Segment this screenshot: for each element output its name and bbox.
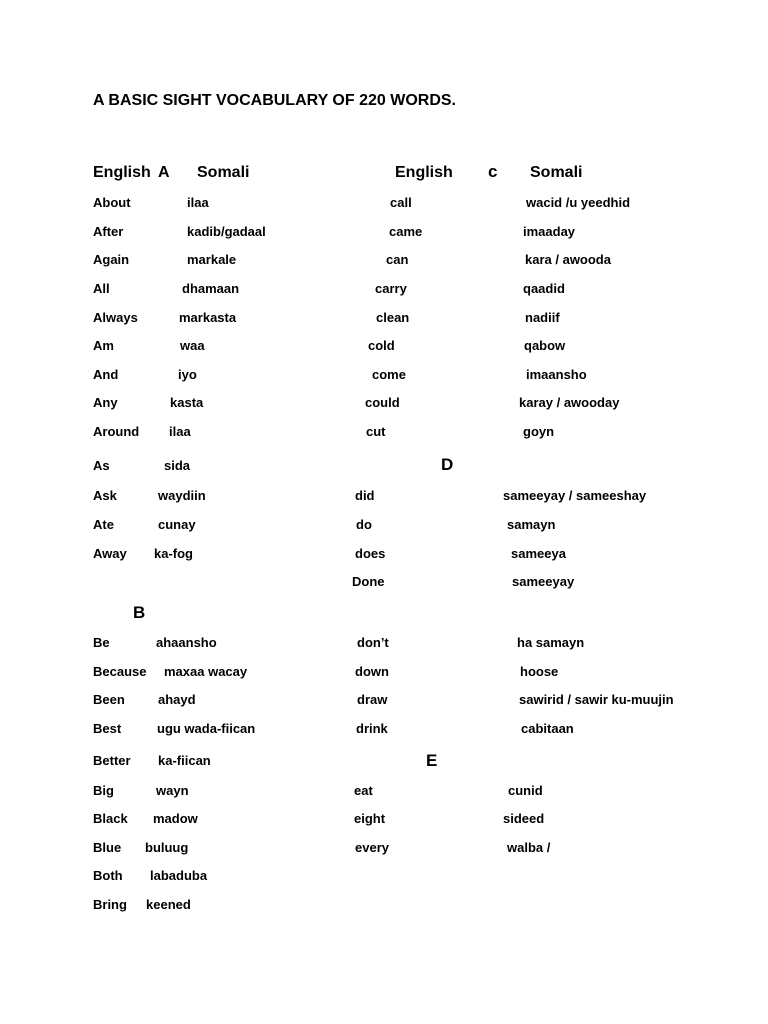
somali-word: nadiif [525,310,560,325]
somali-word: cunay [158,517,196,532]
section-letter-d: D [441,455,454,474]
somali-word: karay / awooday [519,395,620,410]
english-word: Be [93,635,110,650]
english-word: Am [93,338,114,353]
english-word: eight [354,811,386,826]
somali-word: iyo [178,367,197,382]
english-word: As [93,458,110,473]
header-left-english: English [93,164,151,181]
somali-word: sida [164,458,191,473]
somali-word: qaadid [523,281,565,296]
english-word: do [356,517,372,532]
header-letter-c: c [488,162,498,181]
english-word: did [355,488,375,503]
header-left-somali: Somali [197,164,250,181]
english-word: clean [376,310,410,325]
section-letter-b: B [133,603,146,622]
header-right-somali: Somali [530,164,583,181]
somali-word: imaaday [523,224,576,239]
somali-word: madow [153,811,198,826]
header-right-english: English [395,164,453,181]
somali-word: hoose [520,664,559,679]
page-title: A BASIC SIGHT VOCABULARY OF 220 WORDS. [93,92,456,109]
somali-word: imaansho [526,367,587,382]
somali-word: dhamaan [182,281,240,296]
somali-word: kadib/gadaal [187,224,266,239]
english-word: Ate [93,517,114,532]
header-letter-a: A [158,164,170,181]
somali-word: ka-fiican [158,753,211,768]
somali-word: ha samayn [517,635,585,650]
english-word: Blue [93,840,122,855]
english-word: could [365,395,400,410]
english-word: Big [93,783,114,798]
english-word: About [93,195,131,210]
english-word: All [93,281,110,296]
somali-word: ilaa [169,424,191,439]
somali-word: cabitaan [521,721,574,736]
somali-word: samayn [507,517,556,532]
english-word: came [389,224,423,239]
somali-word: cunid [508,783,543,798]
english-word: Any [93,395,118,410]
somali-word: ahayd [158,692,196,707]
english-word: And [93,367,119,382]
somali-word: kasta [170,395,204,410]
somali-word: keened [146,897,191,912]
english-word: Both [93,868,123,883]
somali-word: ka-fog [154,546,193,561]
english-word: Black [93,811,128,826]
section-letter-e: E [426,751,438,770]
english-word: Because [93,664,147,679]
english-word: eat [354,783,373,798]
english-word: Been [93,692,125,707]
somali-word: labaduba [150,868,208,883]
english-word: cold [368,338,395,353]
english-word: every [355,840,389,855]
english-word: Always [93,310,138,325]
somali-word: markasta [179,310,237,325]
english-word: Bring [93,897,127,912]
english-word: Ask [93,488,117,503]
somali-word: markale [187,252,237,267]
english-word: don’t [357,635,389,650]
somali-word: goyn [523,424,555,439]
somali-word: ilaa [187,195,209,210]
somali-word: sideed [503,811,545,826]
somali-word: waa [180,338,205,353]
english-word: cut [366,424,386,439]
english-word: Done [352,574,385,589]
english-word: drink [356,721,388,736]
english-word: Better [93,753,131,768]
somali-word: wayn [156,783,189,798]
somali-word: sameeya [511,546,566,561]
english-word: After [93,224,124,239]
somali-word: ahaansho [156,635,217,650]
english-word: Again [93,252,130,267]
somali-word: walba / [507,840,551,855]
english-word: can [386,252,409,267]
somali-word: maxaa wacay [164,664,248,679]
english-word: come [372,367,406,382]
somali-word: waydiin [158,488,206,503]
english-word: call [390,195,412,210]
somali-word: ugu wada-fiican [157,721,256,736]
english-word: draw [357,692,388,707]
english-word: Around [93,424,140,439]
english-word: Best [93,721,122,736]
somali-word: sameeyay [512,574,575,589]
english-word: does [355,546,386,561]
english-word: Away [93,546,127,561]
somali-word: wacid /u yeedhid [526,195,631,210]
somali-word: sameeyay / sameeshay [503,488,647,503]
somali-word: sawirid / sawir ku-muujin [519,692,674,707]
somali-word: buluug [145,840,189,855]
somali-word: kara / awooda [525,252,611,267]
english-word: carry [375,281,407,296]
somali-word: qabow [524,338,566,353]
english-word: down [355,664,389,679]
